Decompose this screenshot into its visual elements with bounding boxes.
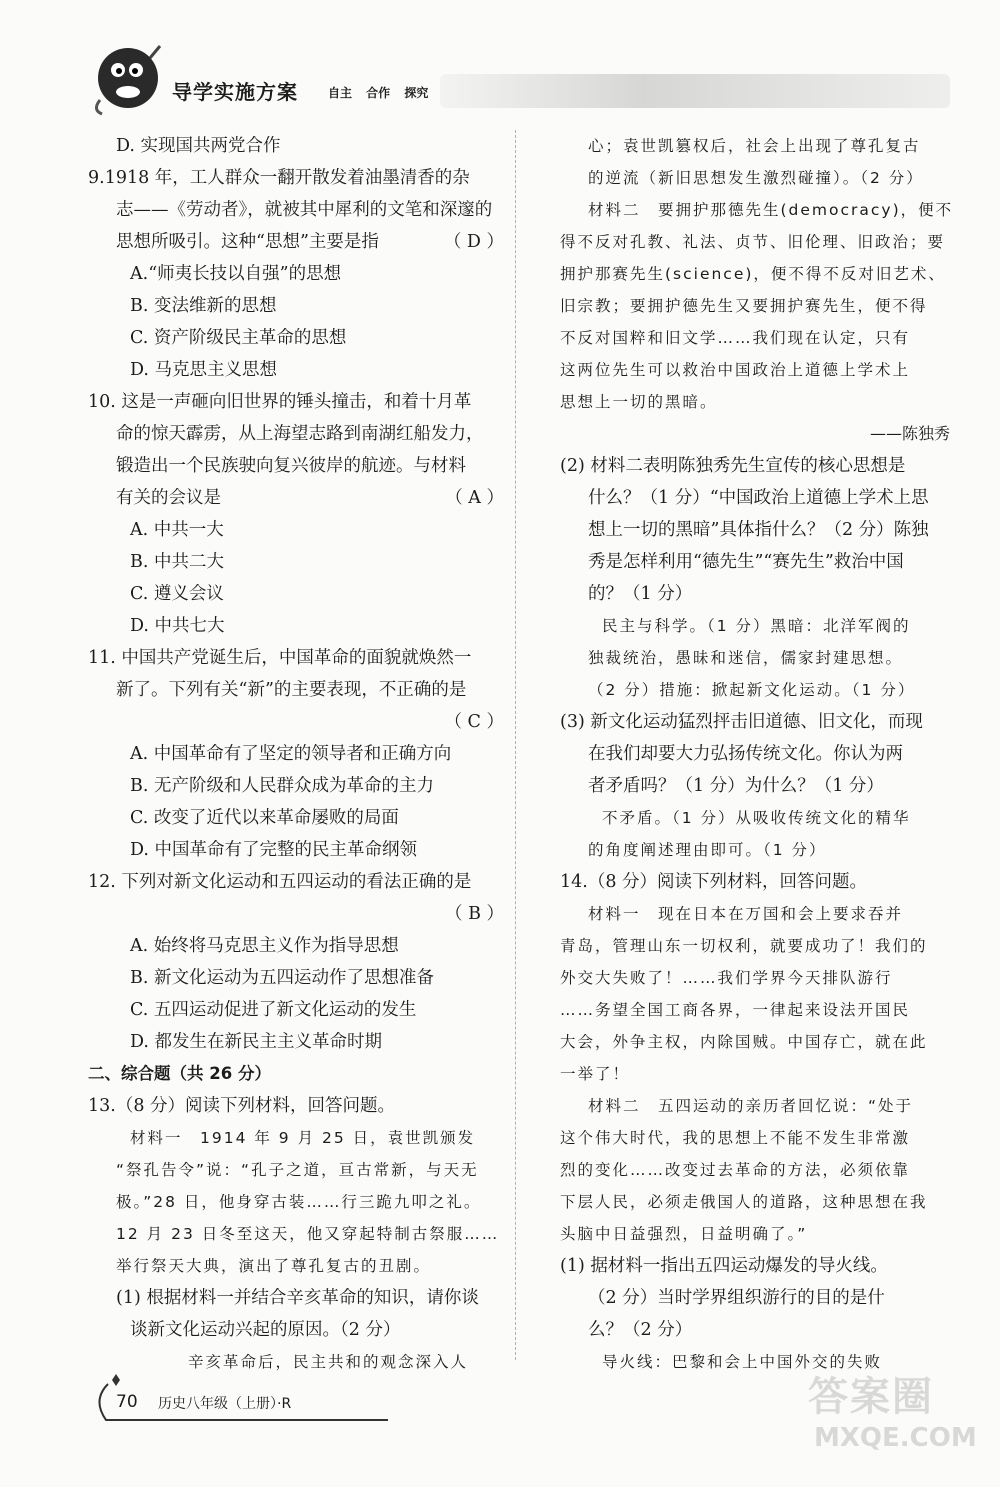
right-column: [560, 130, 954, 1378]
left-text-line: [88, 770, 508, 802]
line-text: B. 中共二大: [130, 552, 224, 572]
left-text-line: [88, 738, 508, 770]
left-text-line: [88, 962, 508, 994]
line-text: 锻造出一个民族驶向复兴彼岸的航迹。与材料: [116, 456, 466, 476]
left-text-line: [88, 1122, 508, 1154]
right-text-line: [560, 290, 950, 322]
left-text-line: [88, 418, 508, 450]
column-divider: [515, 130, 516, 1360]
line-text: (1) 据材料一指出五四运动爆发的导火线。: [560, 1256, 888, 1276]
left-text-line: [88, 1314, 508, 1346]
left-text-line: [88, 674, 508, 706]
line-text: 的角度阐述理由即可。（1 分）: [588, 841, 827, 859]
right-text-line: [560, 1282, 950, 1314]
line-text: 新了。下列有关“新”的主要表现，不正确的是: [116, 680, 467, 700]
left-text-line: [88, 322, 508, 354]
line-text: A.“师夷长技以自强”的思想: [130, 264, 342, 284]
line-text: 青岛，管理山东一切权利，就要成功了！我们的: [560, 937, 928, 955]
line-text: D. 马克思主义思想: [130, 360, 278, 380]
right-text-line: [560, 802, 950, 834]
left-text-line: [88, 194, 508, 226]
line-text: 得不反对孔教、礼法、贞节、旧伦理、旧政治；要: [560, 233, 946, 251]
line-text: 材料一 1914 年 9 月 25 日，袁世凯颁发: [130, 1129, 476, 1147]
line-text: 大会，外争主权，内除国贼。中国存亡，就在此: [560, 1033, 928, 1051]
right-text-line: [560, 258, 950, 290]
line-text: 拥护那赛先生(science)，便不得不反对旧艺术、: [560, 265, 946, 283]
right-text-line: [560, 1154, 950, 1186]
answer-choice: （ C ）: [444, 712, 504, 732]
right-text-line: [560, 706, 950, 738]
line-text: 心；袁世凯篡权后，社会上出现了尊孔复古: [588, 137, 921, 155]
page-header: [0, 0, 1000, 130]
left-text-line: [88, 1218, 508, 1250]
right-text-line: [560, 482, 950, 514]
line-text: 的逆流（新旧思想发生激烈碰撞）。（2 分）: [588, 169, 924, 187]
left-text-line: [88, 834, 508, 866]
left-text-line: [88, 802, 508, 834]
watermark-bottom: MXQE.COM: [814, 1423, 977, 1453]
line-text: B. 变法维新的思想: [130, 296, 277, 316]
header-title: 导学实施方案: [172, 80, 298, 104]
watermark: [808, 1365, 977, 1465]
line-text: 举行祭天大典，演出了尊孔复古的丑剧。: [116, 1257, 432, 1275]
line-text: (2) 材料二表明陈独秀先生宣传的核心思想是: [560, 456, 906, 476]
left-text-line: [88, 706, 508, 738]
right-text-line: [560, 1026, 950, 1058]
line-text: 这两位先生可以救治中国政治上道德上学术上: [560, 361, 911, 379]
line-text: 下层人民，必须走俄国人的道路，这种思想在我: [560, 1193, 928, 1211]
line-text: D. 中国革命有了完整的民主革命纲领: [130, 840, 418, 860]
line-text: A. 中共一大: [130, 520, 224, 540]
left-text-line: [88, 994, 508, 1026]
right-text-line: [560, 1314, 950, 1346]
right-text-line: [560, 674, 950, 706]
line-text: C. 改变了近代以来革命屡败的局面: [130, 808, 399, 828]
left-text-line: [88, 898, 508, 930]
left-text-line: [88, 866, 508, 898]
right-text-line: [560, 930, 950, 962]
right-text-line: [560, 1122, 950, 1154]
line-text: 12 月 23 日冬至这天，他又穿起特制古祭服……: [116, 1225, 500, 1243]
line-text: 么？（2 分）: [588, 1320, 693, 1340]
line-text: 材料一 现在日本在万国和会上要求吞并: [588, 905, 904, 923]
right-text-line: [560, 386, 950, 418]
line-text: 11. 中国共产党诞生后，中国革命的面貌就焕然一: [88, 648, 472, 668]
line-text: 14.（8 分）阅读下列材料，回答问题。: [560, 872, 868, 892]
line-text: (3) 新文化运动猛烈抨击旧道德、旧文化，而现: [560, 712, 923, 732]
left-text-line: [88, 930, 508, 962]
left-column: [88, 130, 508, 1378]
line-text: 9.1918 年，工人群众一翻开散发着油墨清香的杂: [88, 168, 470, 188]
left-text-line: [88, 1186, 508, 1218]
line-text: 什么？（1 分）“中国政治上道德上学术上思: [588, 488, 929, 508]
line-text: 在我们却要大力弘扬传统文化。你认为两: [588, 744, 903, 764]
right-text-line: [560, 898, 950, 930]
left-text-line: [88, 610, 508, 642]
right-text-line: [560, 322, 950, 354]
line-text: 者矛盾吗？（1 分）为什么？（1 分）: [588, 776, 884, 796]
page-footer: [88, 1370, 408, 1430]
page-number: 70: [116, 1392, 138, 1412]
right-text-line: [560, 738, 950, 770]
line-text: 10. 这是一声砸向旧世界的锤头撞击，和着十月革: [88, 392, 472, 412]
line-text: 材料二 要拥护那德先生(democracy)，便不: [588, 201, 954, 219]
line-text: 导火线：巴黎和会上中国外交的失败: [602, 1353, 883, 1371]
line-text: 的？（1 分）: [588, 584, 693, 604]
line-text: A. 中国革命有了坚定的领导者和正确方向: [130, 744, 452, 764]
right-text-line: [560, 418, 950, 450]
right-text-line: [560, 226, 950, 258]
line-text: 想上一切的黑暗”具体指什么？（2 分）陈独: [588, 520, 929, 540]
line-text: 民主与科学。（1 分）黑暗：北洋军阀的: [602, 617, 911, 635]
left-text-line: [88, 258, 508, 290]
right-text-line: [560, 866, 950, 898]
line-text: 思想上一切的黑暗。: [560, 393, 718, 411]
left-text-line: [88, 482, 508, 514]
line-text: 头脑中日益强烈，日益明确了。”: [560, 1225, 808, 1243]
line-text: “祭孔告令”说：“孔子之道，亘古常新，与天无: [116, 1161, 479, 1179]
line-text: (1) 根据材料一并结合辛亥革命的知识，请你谈: [116, 1288, 479, 1308]
right-text-line: [560, 1250, 950, 1282]
right-text-line: [560, 770, 950, 802]
line-text: 有关的会议是: [116, 488, 221, 508]
right-text-line: [560, 1058, 950, 1090]
line-text: 辛亥革命后，民主共和的观念深入人: [188, 1353, 469, 1371]
right-text-line: [560, 578, 950, 610]
left-text-line: [88, 1250, 508, 1282]
left-text-line: [88, 1058, 508, 1090]
line-text: 外交大失败了！……我们学界今天排队游行: [560, 969, 893, 987]
right-text-line: [560, 834, 950, 866]
line-text: 秀是怎样利用“德先生”“赛先生”救治中国: [588, 552, 904, 572]
line-text: C. 遵义会议: [130, 584, 224, 604]
right-text-line: [560, 610, 950, 642]
right-text-line: [560, 514, 950, 546]
line-text: 二、综合题（共 26 分）: [88, 1064, 271, 1083]
left-text-line: [88, 162, 508, 194]
right-text-line: [560, 1090, 950, 1122]
line-text: ——陈独秀: [869, 424, 950, 443]
line-text: 思想所吸引。这种“思想”主要是指: [116, 232, 379, 252]
line-text: 这个伟大时代，我的思想上不能不发生非常激: [560, 1129, 911, 1147]
left-text-line: [88, 514, 508, 546]
left-text-line: [88, 1154, 508, 1186]
answer-choice: （ D ）: [443, 232, 504, 252]
header-subtitle: 自主 合作 探究: [328, 86, 429, 100]
right-text-line: [560, 162, 950, 194]
line-text: 极。”28 日，他身穿古装……行三跪九叩之礼。: [116, 1193, 482, 1211]
right-text-line: [560, 962, 950, 994]
line-text: （2 分）措施：掀起新文化运动。（1 分）: [588, 681, 916, 699]
left-text-line: [88, 578, 508, 610]
left-text-line: [88, 290, 508, 322]
left-text-line: [88, 130, 508, 162]
line-text: 谈新文化运动兴起的原因。（2 分）: [130, 1320, 401, 1340]
line-text: 独裁统治，愚昧和迷信，儒家封建思想。: [588, 649, 904, 667]
line-text: 材料二 五四运动的亲历者回忆说：“处于: [588, 1097, 914, 1115]
answer-choice: （ B ）: [445, 904, 504, 924]
line-text: C. 资产阶级民主革命的思想: [130, 328, 347, 348]
line-text: C. 五四运动促进了新文化运动的发生: [130, 1000, 417, 1020]
left-text-line: [88, 1026, 508, 1058]
left-text-line: [88, 1282, 508, 1314]
line-text: ……务望全国工商各界，一律起来设法开国民: [560, 1001, 911, 1019]
header-banner: [440, 74, 950, 108]
left-text-line: [88, 642, 508, 674]
left-text-line: [88, 450, 508, 482]
line-text: 不矛盾。（1 分）从吸收传统文化的精华: [602, 809, 911, 827]
line-text: 不反对国粹和旧文学……我们现在认定，只有: [560, 329, 911, 347]
right-text-line: [560, 130, 950, 162]
left-text-line: [88, 386, 508, 418]
left-text-line: [88, 546, 508, 578]
mascot-logo-icon: [88, 40, 166, 118]
line-text: 旧宗教；要拥护德先生又要拥护赛先生，便不得: [560, 297, 928, 315]
left-text-line: [88, 226, 508, 258]
line-text: （2 分）当时学界组织游行的目的是什: [588, 1288, 885, 1308]
line-text: D. 中共七大: [130, 616, 225, 636]
line-text: D. 都发生在新民主主义革命时期: [130, 1032, 383, 1052]
line-text: 一举了！: [560, 1065, 631, 1083]
book-title: 历史八年级（上册）·R: [158, 1396, 292, 1412]
right-text-line: [560, 1218, 950, 1250]
line-text: 志——《劳动者》，就被其中犀利的文笔和深邃的: [116, 200, 493, 220]
line-text: 命的惊天霹雳，从上海望志路到南湖红船发力，: [116, 424, 484, 444]
right-text-line: [560, 1186, 950, 1218]
line-text: 12. 下列对新文化运动和五四运动的看法正确的是: [88, 872, 472, 892]
right-text-line: [560, 994, 950, 1026]
right-text-line: [560, 194, 954, 226]
answer-choice: （ A ）: [445, 488, 504, 508]
right-text-line: [560, 546, 950, 578]
left-text-line: [88, 354, 508, 386]
right-text-line: [560, 450, 950, 482]
line-text: 13.（8 分）阅读下列材料，回答问题。: [88, 1096, 396, 1116]
watermark-top: 答案圈: [808, 1374, 934, 1420]
line-text: D. 实现国共两党合作: [116, 136, 281, 156]
line-text: B. 无产阶级和人民群众成为革命的主力: [130, 776, 434, 796]
right-text-line: [560, 642, 950, 674]
right-text-line: [560, 354, 950, 386]
line-text: 烈的变化……改变过去革命的方法，必须依靠: [560, 1161, 911, 1179]
left-text-line: [88, 1090, 508, 1122]
line-text: B. 新文化运动为五四运动作了思想准备: [130, 968, 434, 988]
line-text: A. 始终将马克思主义作为指导思想: [130, 936, 399, 956]
